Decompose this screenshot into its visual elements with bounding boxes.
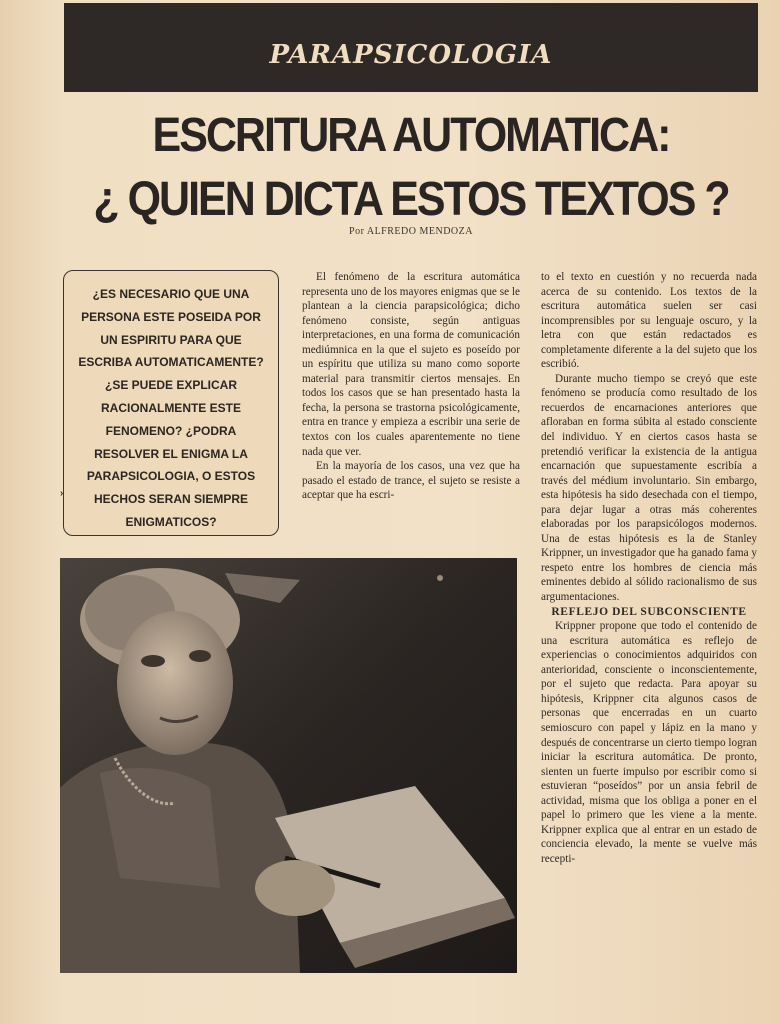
corner-mark-icon: › bbox=[60, 488, 64, 499]
column-2-paragraph: Krippner propone que todo el contenido de una escritura automática es reflejo de experiencias o conocimientos adquiridos con anterioridad, consciente o inconscientemente, por el sujeto que redacta. Para apoyar su hipótesis, Krippner cita algunos casos de personas que encerradas en un cuarto semioscuro con papel y lápiz en la mano y después de concentrarse un cierto tiempo logran iniciar la escritura automática. De pronto, sienten un fuerte impulso por escribir como si estuvieran “poseídos” por un ansia febril de actividad, misma que los obliga a poner en el papel lo primero que les viene a la mente. Krippner explica que al entrar en un estado de conciencia elevado, la mente se vuelve más recepti- bbox=[541, 620, 757, 865]
text-column-2 bbox=[541, 270, 757, 866]
column-2-paragraph: to el texto en cuestión y no recuerda nada acerca de su contenido. Los textos de la escritura automática suelen ser casi incomprensibles por su lenguaje oscuro, y la letra con que están redactados es completamente diferente a la del sujeto que los escribió. bbox=[541, 271, 757, 371]
article-photo bbox=[60, 558, 517, 973]
section-subheading: REFLEJO DEL SUBCONSCIENTE bbox=[551, 605, 747, 618]
column-1-paragraph: El fenómeno de la escritura automática representa uno de los mayores enigmas que se le plantean a la ciencia parapsicológica; dicho fenómeno consiste, según antiguas interpretaciones, en una forma de comunicación mediúmnica en la que el sujeto es poseído por un espíritu que utiliza su mano como soporte material para transmitir ciertos mensajes. En todos los casos que se han presentado hasta la fecha, la persona se trastorna psicológicamente, entra en trance y empieza a escribir una serie de textos con los cuales aparentemente no tiene nada que ver. bbox=[302, 271, 520, 458]
headline-line-2: ¿ QUIEN DICTA ESTOS TEXTOS ? bbox=[93, 172, 729, 227]
pull-quote-box bbox=[60, 270, 279, 536]
column-1-paragraph: En la mayoría de los casos, una vez que ha pasado el estado de trance, el sujeto se resiste a aceptar que ha escri- bbox=[302, 460, 520, 502]
section-banner bbox=[64, 3, 758, 92]
section-title: PARAPSICOLOGIA bbox=[269, 39, 553, 70]
column-2-paragraph: Durante mucho tiempo se creyó que este fenómeno se producía como resultado de los recuerdos de encarnaciones anteriores que afloraban en forma súbita al estado consciente del individuo. Y en ciertos casos hasta se pretendió verificar la existencia de la antigua encarnación que supuestamente escribía a través del médium involuntario. Sin embargo, esta hipótesis ha sido desechada con el tiempo, para dejar lugar a otras más coherentes elaboradas por los parapsicólogos modernos. Una de estas hipótesis es la de Stanley Krippner, un investigador que ha ganado fama y respeto entre los hombres de ciencia más eminentes debido al sólido racionalismo de sus argumentaciones. bbox=[541, 372, 757, 604]
article-byline: Por ALFREDO MENDOZA bbox=[349, 226, 473, 237]
photo-illustration bbox=[60, 558, 517, 973]
pull-quote-text: ¿ES NECESARIO QUE UNA PERSONA ESTE POSEIDA POR UN ESPIRITU PARA QUE ESCRIBA AUTOMATICAMENTE? ¿SE PUEDE EXPLICAR RACIONALMENTE ESTE FENOMENO? ¿PODRA RESOLVER EL ENIGMA LA PARAPSICOLOGIA, O ESTOS HECHOS SERAN SIEMPRE ENIGMATICOS? bbox=[78, 287, 264, 529]
article-headline bbox=[64, 104, 758, 232]
text-column-1 bbox=[302, 270, 520, 503]
headline-line-1: ESCRITURA AUTOMATICA: bbox=[152, 108, 670, 163]
